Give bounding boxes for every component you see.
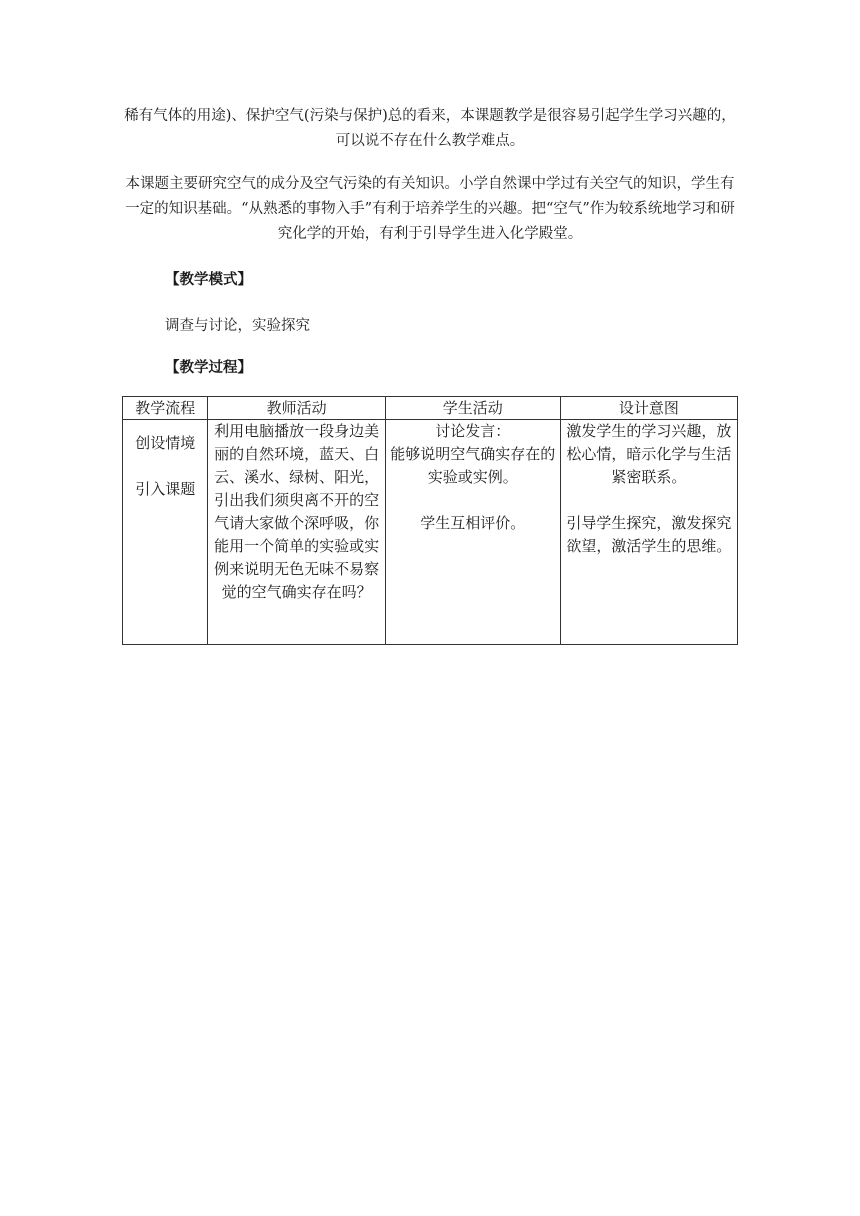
stage-cell bbox=[123, 420, 208, 645]
table-row bbox=[123, 420, 738, 645]
table-header-row bbox=[123, 397, 738, 420]
header-stage: 教学流程 bbox=[123, 397, 208, 420]
stage-line-1: 创设情境 bbox=[135, 434, 196, 452]
teaching-process-table bbox=[122, 396, 738, 645]
header-teacher: 教师活动 bbox=[208, 397, 385, 420]
header-student: 学生活动 bbox=[385, 397, 560, 420]
spacer bbox=[389, 489, 557, 512]
student-discussion: 讨论发言： bbox=[435, 422, 511, 440]
stage-line-2: 引入课题 bbox=[135, 480, 196, 498]
design-intent-2: 引导学生探究，激发探究欲望，激活学生的思维。 bbox=[566, 514, 732, 555]
student-activity-cell bbox=[385, 420, 560, 645]
teacher-activity-cell: 利用电脑播放一段身边美丽的自然环境，蓝天、白云、溪水、绿树、阳光，引出我们须臾离不开的空气请大家做个深呼吸，你能用一个简单的实验或实例来说明无色无味不易察觉的空气确实存在吗？ bbox=[208, 420, 385, 645]
student-example: 能够说明空气确实存在的实验或实例。 bbox=[390, 445, 556, 486]
header-design: 设计意图 bbox=[560, 397, 737, 420]
design-intent-1: 激发学生的学习兴趣，放松心情，暗示化学与生活紧密联系。 bbox=[566, 422, 732, 486]
intro-paragraph-1: 稀有气体的用途)、保护空气(污染与保护)总的看来，本课题教学是很容易引起学生学习兴趣的，可以说不存在什么教学难点。 bbox=[124, 108, 736, 149]
design-intent-cell bbox=[560, 420, 737, 645]
intro-paragraph-2: 本课题主要研究空气的成分及空气污染的有关知识。小学自然课中学过有关空气的知识，学生有一定的知识基础。“从熟悉的事物入手”有利于培养学生的兴趣。把“空气”作为较系统地学习和研究化学的开始，有利于引导学生进入化学殿堂。 bbox=[125, 176, 735, 242]
teaching-mode-text: 调查与讨论，实验探究 bbox=[165, 318, 310, 334]
student-evaluation: 学生互相评价。 bbox=[420, 514, 526, 532]
spacer bbox=[564, 489, 734, 512]
teaching-mode-heading: 【教学模式】 bbox=[165, 271, 252, 288]
teaching-process-heading: 【教学过程】 bbox=[165, 359, 252, 376]
